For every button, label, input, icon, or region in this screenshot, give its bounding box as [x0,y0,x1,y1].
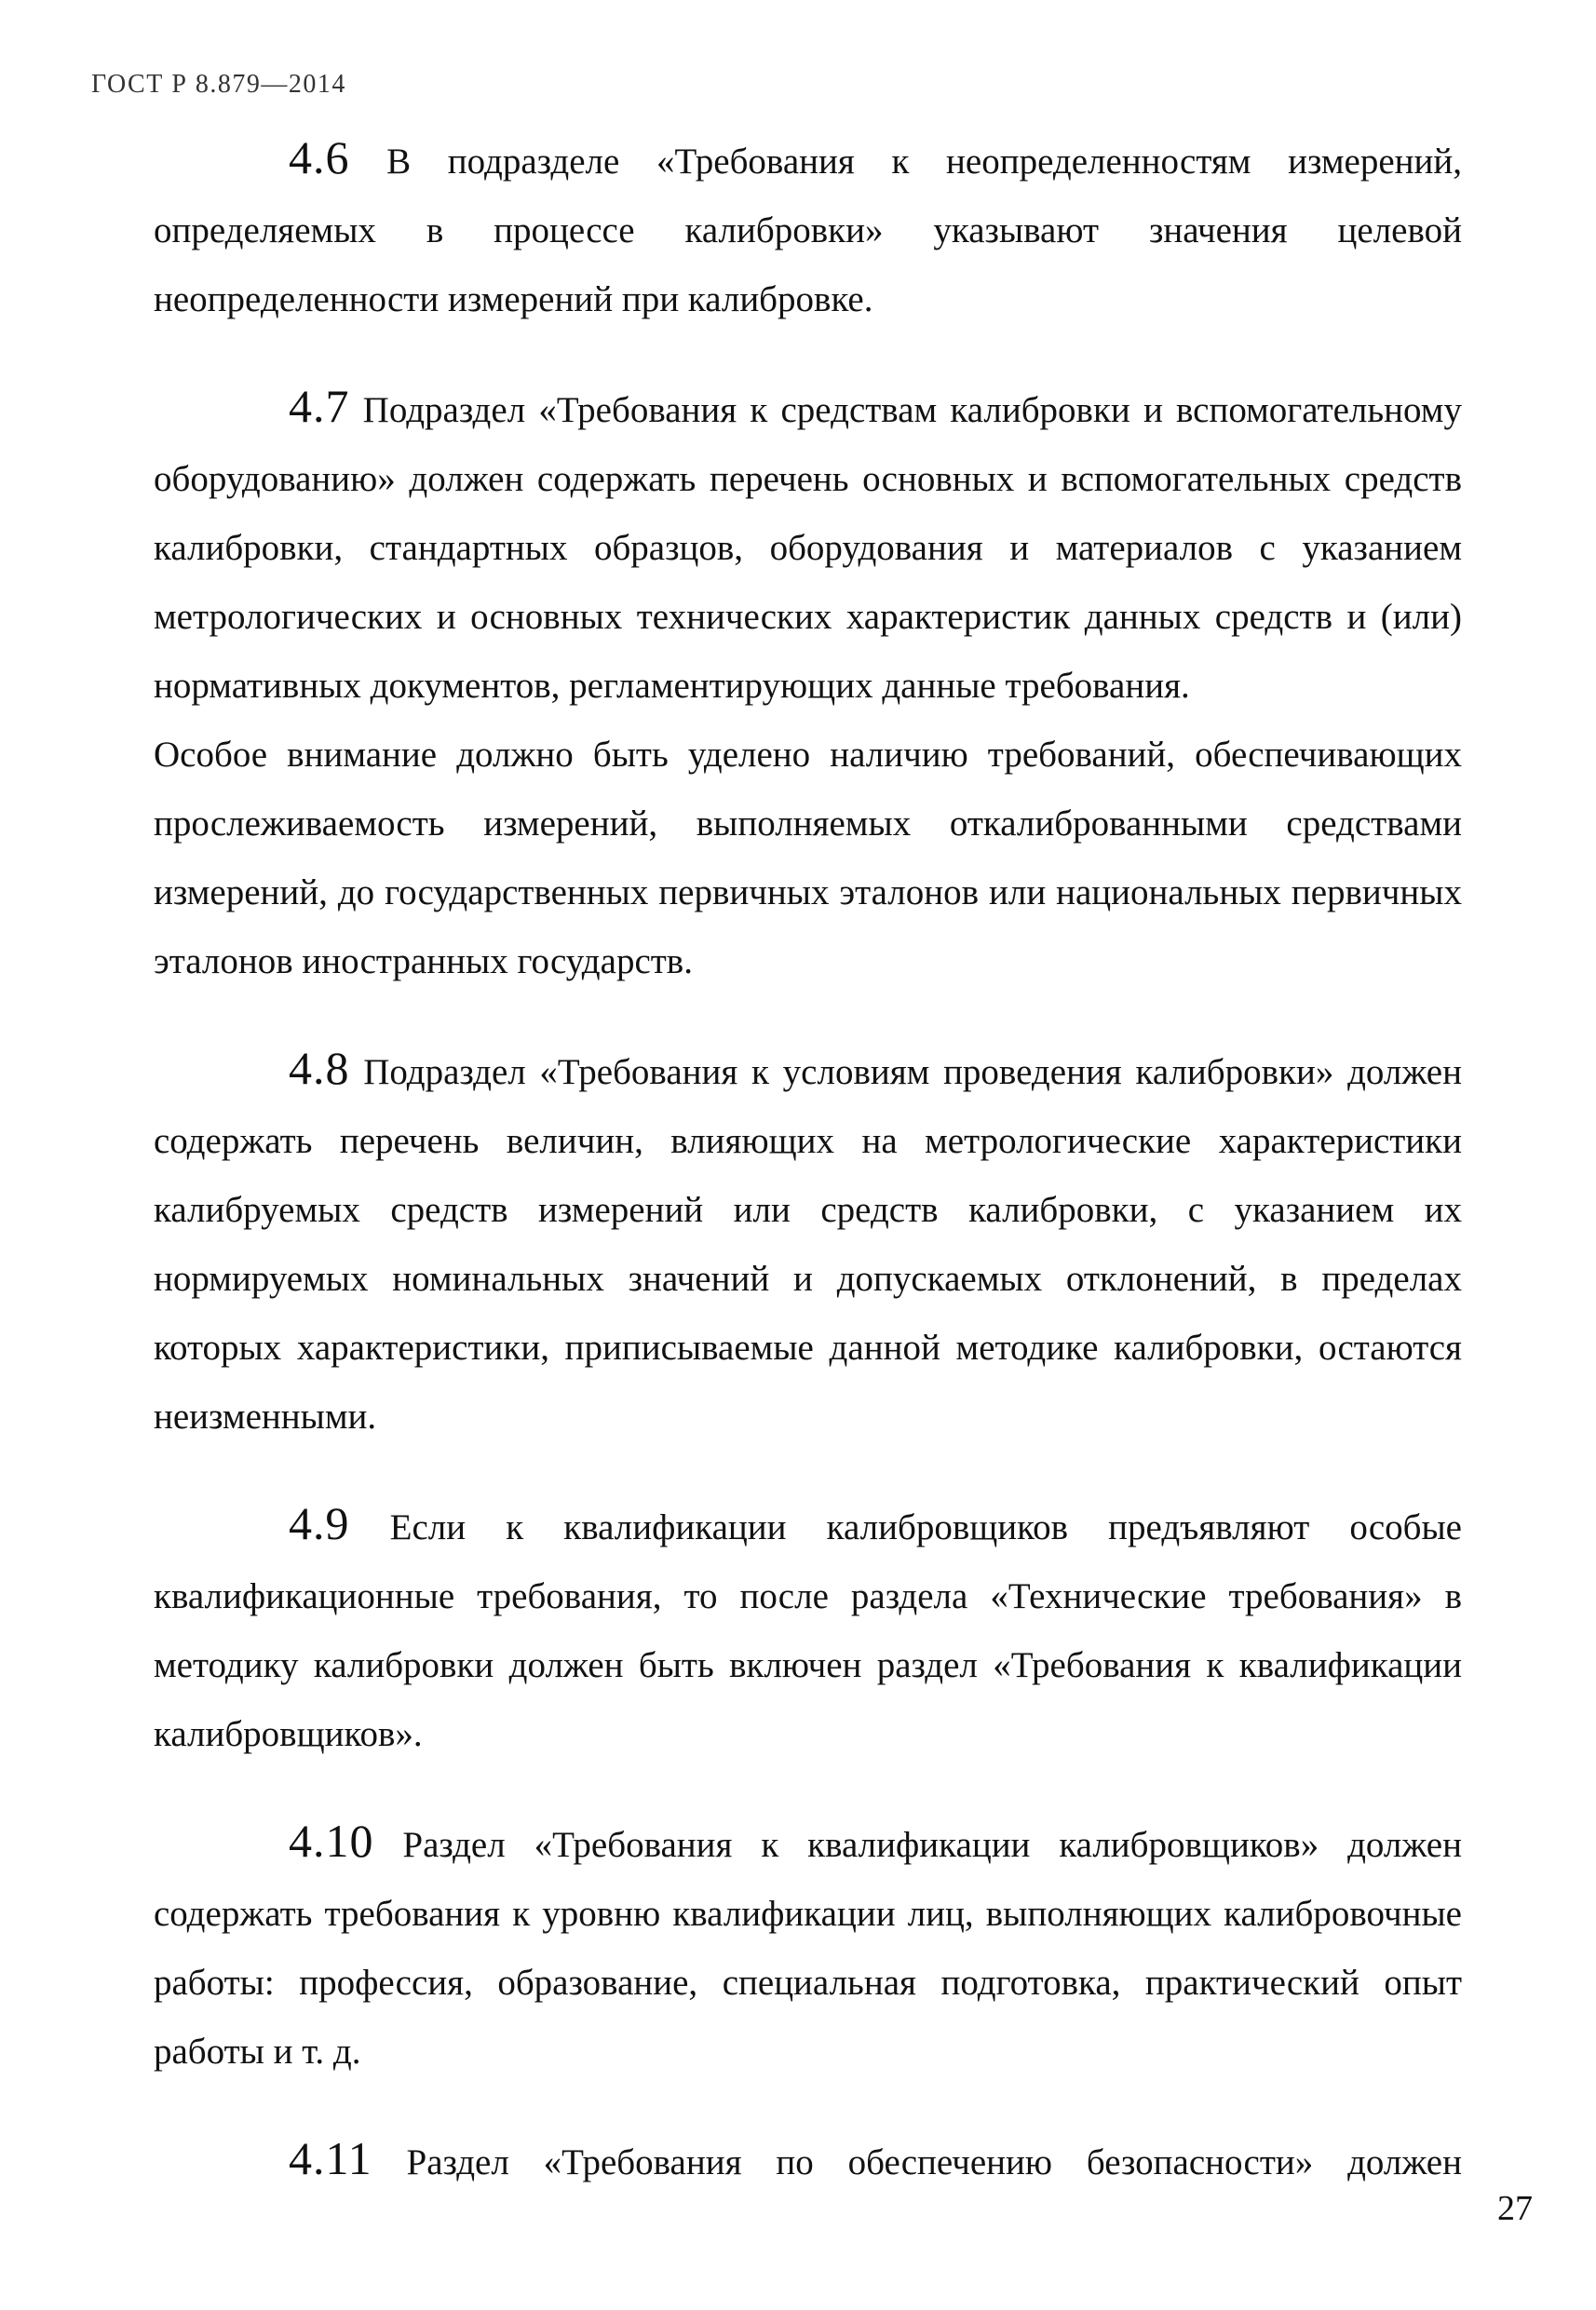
section-number: 4.9 [289,1497,350,1549]
section-text: Если к квалификации калибровщиков предъявляют особые квалификационные требования, то после раздела «Технические требования» в методику калибровки должен быть включен раздел «Требования к квалификации калибровщиков». [154,1507,1462,1754]
section-number: 4.6 [289,131,350,183]
section-4-7 [154,371,1462,721]
document-body [154,123,1462,2197]
section-4-9 [154,1489,1462,1769]
section-4-7-continuation: Особое внимание должно быть уделено наличию требований, обеспечивающих прослеживаемость измерений, выполняемых откалиброванными средствами измерений, до государственных первичных эталонов или национальных первичных эталонов иностранных государств. [154,735,1462,981]
section-text: Раздел «Требования к квалификации калибровщиков» должен содержать требования к уровню квалификации лиц, выполняющих калибровочные работы: профессия, образование, специальная подготовка, практический опыт работы и т. д. [154,1825,1462,2072]
section-4-10 [154,1806,1462,2087]
section-number: 4.7 [289,380,350,432]
section-text: В подразделе «Требования к неопределенностям измерений, определяемых в процессе калибровки» указывают значения целевой неопределенности измерений при калибровке. [154,142,1462,319]
section-number: 4.10 [289,1815,374,1867]
document-header: ГОСТ Р 8.879—2014 [91,70,346,99]
section-4-11 [154,2124,1462,2197]
section-number: 4.8 [289,1042,350,1094]
page-number: 27 [1497,2189,1533,2228]
section-4-6 [154,123,1462,334]
section-4-8 [154,1033,1462,1452]
section-number: 4.11 [289,2132,372,2184]
section-text: Раздел «Требования по обеспечению безопасности» должен [372,2142,1462,2182]
section-text: Подраздел «Требования к условиям проведения калибровки» должен содержать перечень величин, влияющих на метрологические характеристики калибруемых средств измерений или средств калибровки, с указанием их нормируемых номинальных значений и допускаемых отклонений, в пределах которых характеристики, приписываемые данной методике калибровки, остаются неизменными. [154,1052,1462,1437]
section-text: Подраздел «Требования к средствам калибровки и вспомогательному оборудованию» должен содержать перечень основных и вспомогательных средств калибровки, стандартных образцов, оборудования и материалов с указанием метрологических и основных технических характеристик данных средств и (или) нормативных документов, регламентирующих данные требования. [154,390,1462,706]
